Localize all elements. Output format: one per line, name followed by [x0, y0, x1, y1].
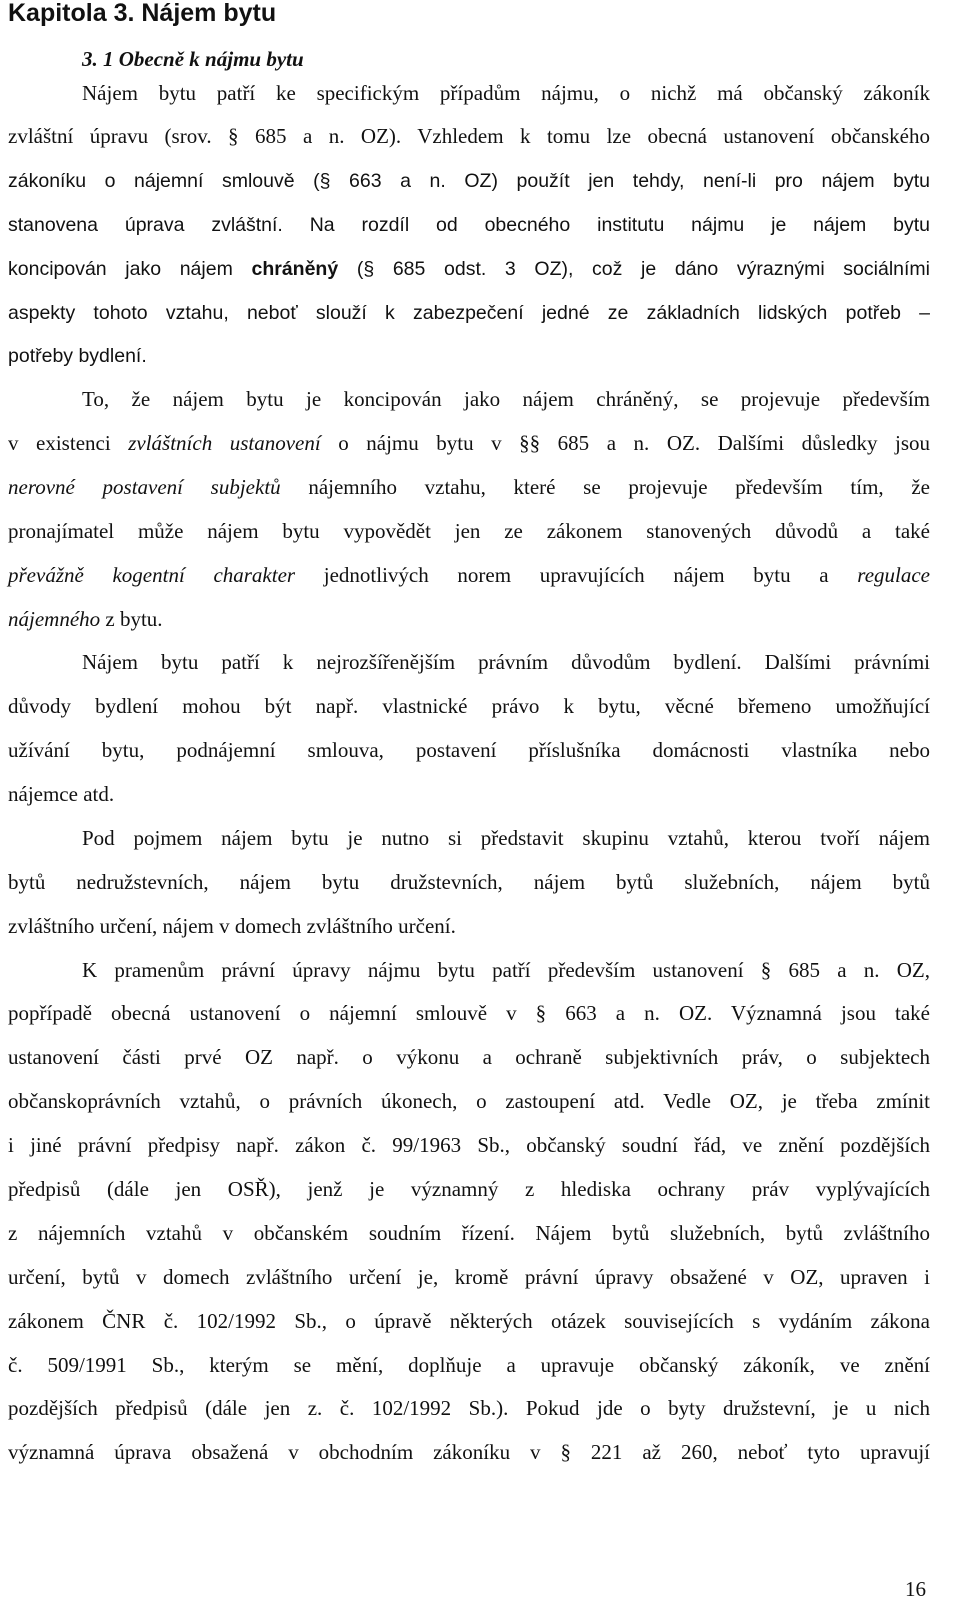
text-line	[8, 868, 930, 896]
text-run: z nájemních vztahů v občanském soudním řízení. Nájem bytů služebních, bytů zvláštního	[8, 1221, 930, 1245]
text-run: pozdějších předpisů (dále jen z. č. 102/1992 Sb.). Pokud jde o byty družstevní, je u nich	[8, 1396, 930, 1420]
text-run: o nájmu bytu v §§ 685 a n. OZ. Dalšími důsledky jsou	[320, 431, 930, 455]
text-line	[8, 166, 930, 194]
text-run: zákoníku o nájemní smlouvě (§ 663 a n. OZ) použít jen tehdy, není-li pro nájem bytu	[8, 170, 930, 192]
text-line	[8, 561, 930, 589]
text-line	[8, 736, 930, 764]
text-run: aspekty tohoto vztahu, neboť slouží k zabezpečení jedné ze základních lidských potřeb –	[8, 302, 930, 324]
text-line	[82, 648, 930, 676]
text-run: bytů nedružstevních, nájem bytu družstevních, nájem bytů služebních, nájem bytů	[8, 870, 930, 894]
text-run: jednotlivých norem upravujících nájem bytu a	[295, 563, 858, 587]
bold-text: chráněný	[251, 258, 339, 280]
text-run: významná úprava obsažená v obchodním zákoníku v § 221 až 260, neboť tyto upravují	[8, 1440, 930, 1464]
text-run: důvody bydlení mohou být např. vlastnické právo k bytu, věcné břemeno umožňující	[8, 694, 930, 718]
text-run: z bytu.	[100, 607, 163, 631]
page-number: 16	[905, 1577, 926, 1601]
text-line	[8, 210, 930, 238]
text-line	[8, 912, 930, 940]
italic-text: nájemného	[8, 607, 101, 631]
text-run: i jiné právní předpisy např. zákon č. 99/1963 Sb., občanský soudní řád, ve znění pozdějších	[8, 1133, 930, 1157]
text-run: v existenci	[8, 431, 129, 455]
text-line	[8, 122, 930, 150]
text-line	[82, 824, 930, 852]
text-line	[8, 1131, 930, 1159]
text-line	[8, 605, 930, 633]
text-line	[8, 1438, 930, 1466]
text-run: nájemce atd.	[8, 782, 115, 806]
text-line	[8, 473, 930, 501]
text-run: zvláštního určení, nájem v domech zvláštního určení.	[8, 914, 456, 938]
text-line	[8, 429, 930, 457]
italic-text: nerovné postavení subjektů	[8, 475, 281, 499]
text-run: To, že nájem bytu je koncipován jako nájem chráněný, se projevuje především	[82, 387, 930, 411]
text-run: koncipován jako nájem	[8, 258, 252, 280]
text-line	[82, 79, 930, 107]
text-line	[8, 517, 930, 545]
text-run: občanskoprávních vztahů, o právních úkonech, o zastoupení atd. Vedle OZ, je třeba zmínit	[8, 1089, 930, 1113]
text-line	[8, 298, 930, 326]
text-line	[82, 385, 930, 413]
text-line	[8, 341, 930, 369]
text-run: předpisů (dále jen OSŘ), jenž je významný z hlediska ochrany práv vyplývajících	[8, 1177, 930, 1201]
text-run: Pod pojmem nájem bytu je nutno si představit skupinu vztahů, kterou tvoří nájem	[82, 826, 930, 850]
italic-text: regulace	[857, 563, 930, 587]
text-line	[8, 999, 930, 1027]
text-line	[8, 1263, 930, 1291]
text-line	[8, 1219, 930, 1247]
text-run: zákonem ČNR č. 102/1992 Sb., o úpravě některých otázek souvisejících s vydáním zákona	[8, 1309, 930, 1333]
text-line	[8, 254, 930, 282]
text-line	[8, 692, 930, 720]
text-line	[82, 956, 930, 984]
text-run: Nájem bytu patří ke specifickým případům nájmu, o nichž má občanský zákoník	[82, 81, 930, 105]
text-run: č. 509/1991 Sb., kterým se mění, doplňuje a upravuje občanský zákoník, ve znění	[8, 1353, 930, 1377]
text-line	[8, 1175, 930, 1203]
text-line	[8, 1087, 930, 1115]
text-run: Nájem bytu patří k nejrozšířenějším právním důvodům bydlení. Dalšími právními	[82, 650, 930, 674]
italic-text: převážně kogentní charakter	[8, 563, 296, 587]
text-run: ustanovení části prvé OZ např. o výkonu a ochraně subjektivních práv, o subjektech	[8, 1045, 930, 1069]
section-title: 3. 1 Obecně k nájmu bytu	[82, 47, 304, 71]
text-run: zvláštní úpravu (srov. § 685 a n. OZ). Vzhledem k tomu lze obecná ustanovení občanského	[8, 124, 930, 148]
text-run: pronajímatel může nájem bytu vypovědět jen ze zákonem stanovených důvodů a také	[8, 519, 930, 543]
text-run: užívání bytu, podnájemní smlouva, postavení příslušníka domácnosti vlastníka nebo	[8, 738, 930, 762]
text-run: určení, bytů v domech zvláštního určení je, kromě právní úpravy obsažené v OZ, upraven i	[8, 1265, 930, 1289]
text-line	[8, 1307, 930, 1335]
text-run: K pramenům právní úpravy nájmu bytu patří především ustanovení § 685 a n. OZ,	[82, 958, 930, 982]
chapter-title: Kapitola 3. Nájem bytu	[8, 0, 277, 27]
text-run: (§ 685 odst. 3 OZ), což je dáno výraznými sociálními	[338, 258, 930, 280]
italic-text: zvláštních ustanovení	[128, 431, 321, 455]
text-run: potřeby bydlení.	[8, 345, 147, 367]
text-line	[8, 1043, 930, 1071]
text-line	[8, 1351, 930, 1379]
text-line	[8, 780, 930, 808]
text-run: nájemního vztahu, které se projevuje především tím, že	[280, 475, 930, 499]
text-run: stanovena úprava zvláštní. Na rozdíl od obecného institutu nájmu je nájem bytu	[8, 214, 930, 236]
text-line	[8, 1394, 930, 1422]
text-run: popřípadě obecná ustanovení o nájemní smlouvě v § 663 a n. OZ. Významná jsou také	[8, 1001, 930, 1025]
